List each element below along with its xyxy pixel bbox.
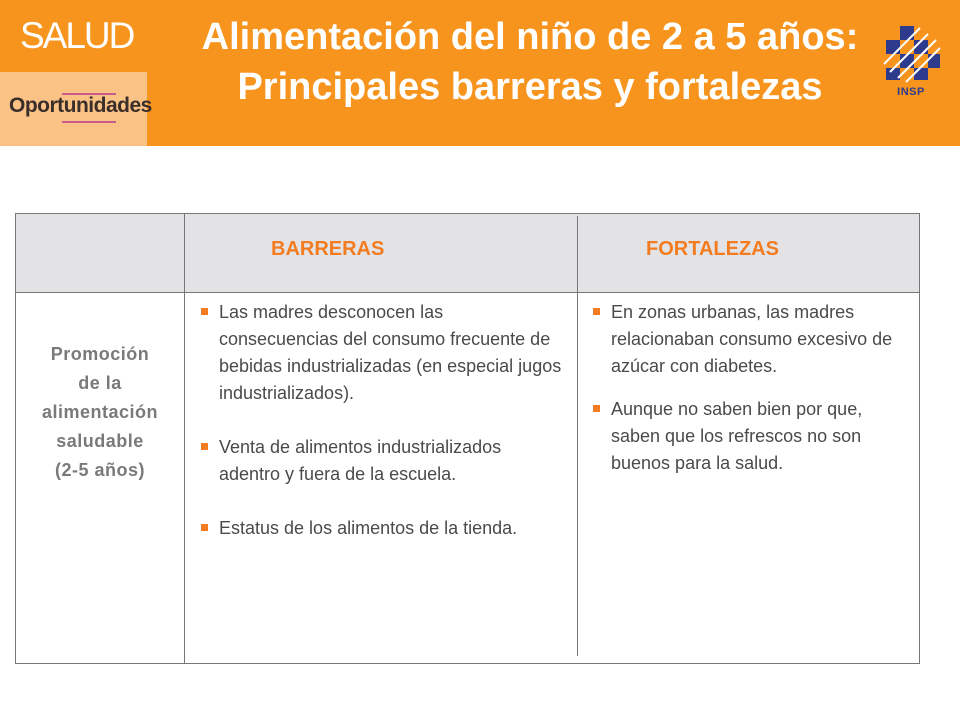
row-label [16, 340, 184, 485]
column-header-fortalezas: FORTALEZAS [646, 238, 779, 260]
bullet-icon [593, 308, 600, 315]
bullet-icon [593, 405, 600, 412]
fortaleza-text: Aunque no saben bien por que, saben que los refrescos no son buenos para la salud. [611, 399, 863, 473]
list-item [593, 299, 913, 380]
row-label-line: (2-5 años) [54, 460, 146, 480]
title-line-1: Alimentación del niño de 2 a 5 años: [201, 16, 859, 58]
title-line-2: Principales barreras y fortalezas [237, 66, 823, 108]
fortaleza-text: En zonas urbanas, las madres relacionaban consumo excesivo de azúcar con diabetes. [611, 302, 893, 376]
oportunidades-logo [0, 72, 152, 146]
barrera-text: Venta de alimentos industrializados adentro y fuera de la escuela. [219, 437, 502, 484]
barriers-strengths-table [15, 213, 920, 664]
column-header-barreras: BARRERAS [271, 238, 385, 260]
oportunidades-logo-bar-bottom [62, 121, 116, 123]
barrera-text: Las madres desconocen las consecuencias del consumo frecuente de bebidas industrializadas (en especial jugos industrializados). [219, 302, 562, 403]
bullet-icon [201, 524, 208, 531]
list-item [201, 434, 566, 488]
salud-logo [0, 0, 147, 72]
bullet-icon [201, 443, 208, 450]
page-title [150, 12, 910, 112]
list-item [201, 515, 566, 542]
barrera-text: Estatus de los alimentos de la tienda. [219, 518, 518, 538]
barreras-list [201, 299, 566, 569]
column-divider-1 [184, 214, 185, 663]
column-divider-2 [577, 216, 578, 656]
bullet-icon [201, 308, 208, 315]
oportunidades-logo-text: Oportunidades [9, 94, 152, 117]
row-label-line: de la [78, 373, 122, 393]
fortalezas-list [593, 299, 913, 493]
header-banner [0, 0, 960, 146]
row-label-line: Promoción [50, 344, 150, 364]
list-item [593, 396, 913, 477]
row-label-line: alimentación [41, 402, 159, 422]
list-item [201, 299, 566, 407]
table-header-row [16, 214, 919, 293]
insp-logo-label: INSP [897, 86, 925, 98]
salud-logo-text: SALUD [20, 15, 134, 56]
row-label-line: saludable [56, 431, 144, 451]
